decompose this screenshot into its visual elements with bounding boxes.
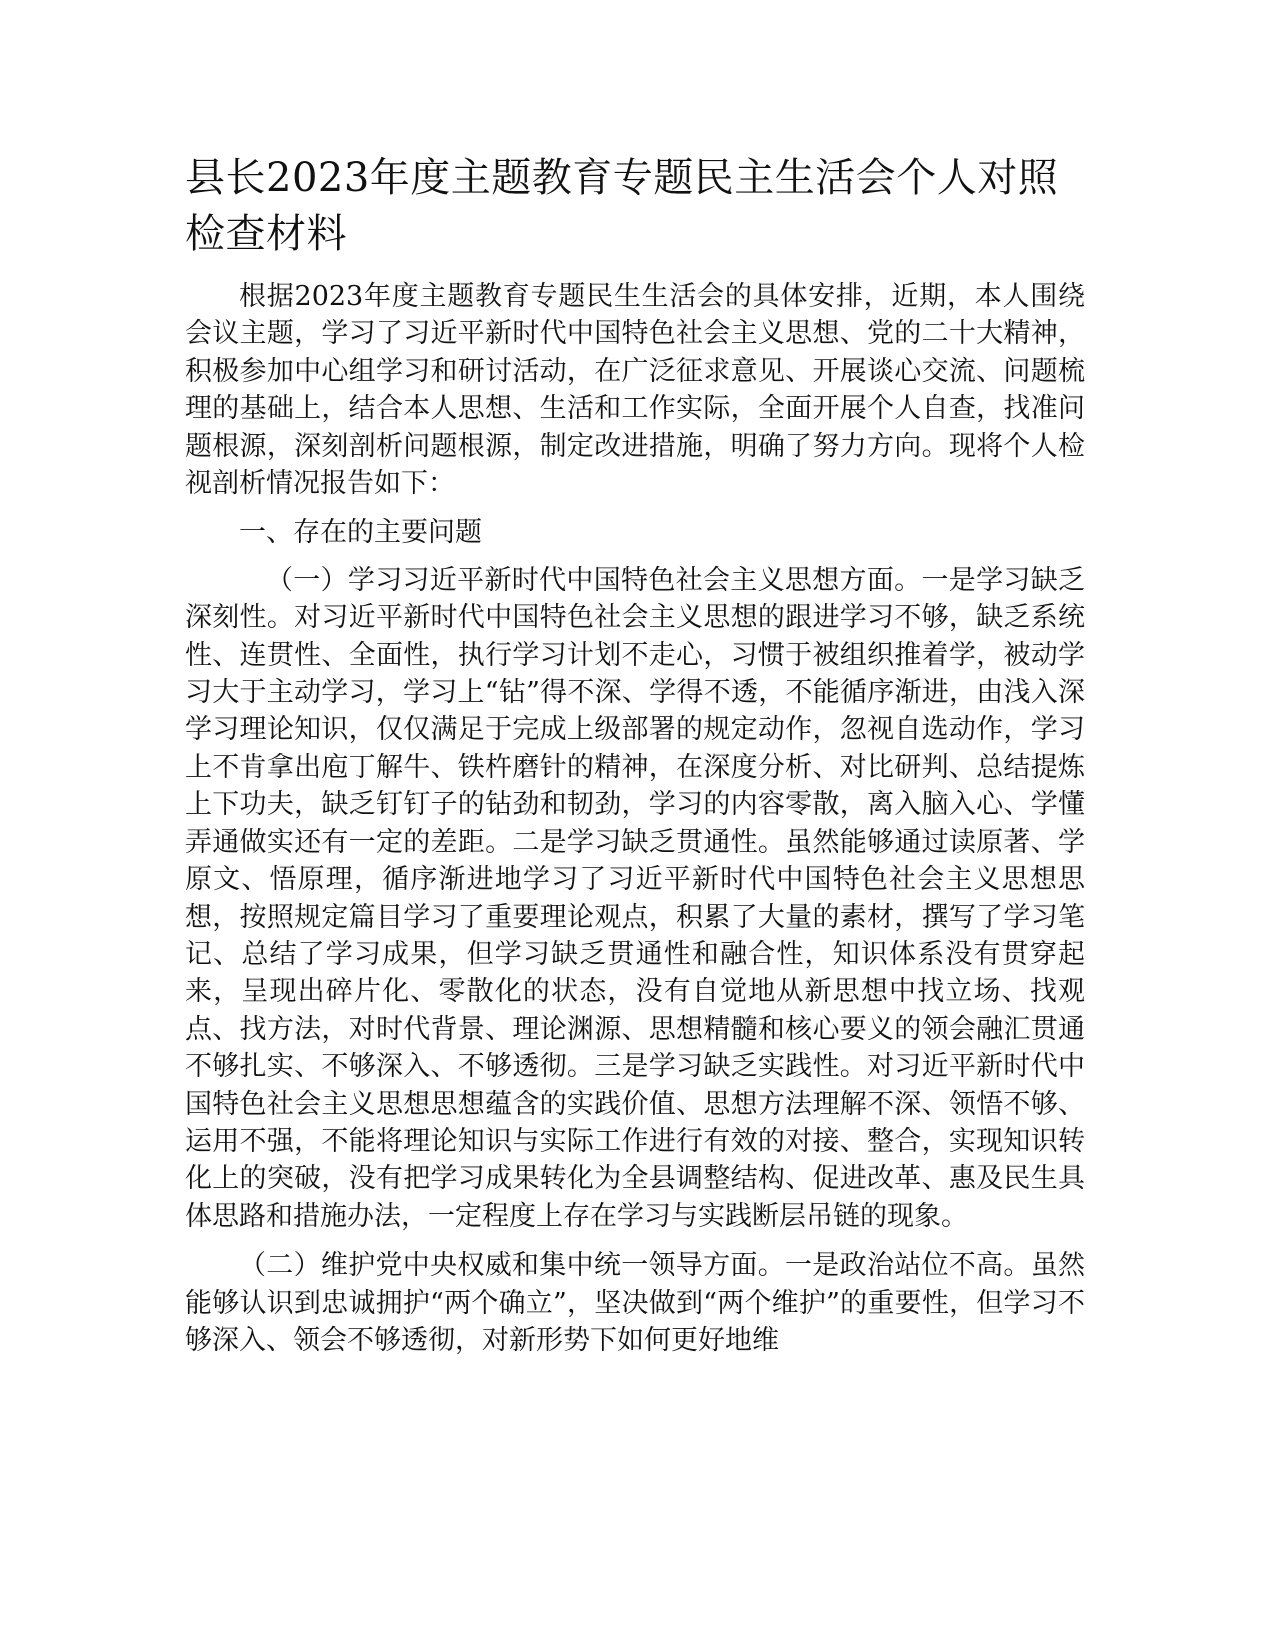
subsection-paragraph-1: （一）学习习近平新时代中国特色社会主义思想方面。一是学习缺乏深刻性。对习近平新时代中国特色社会主义思想的跟进学习不够，缺乏系统性、连贯性、全面性，执行学习计划不走心，习惯于被组织推着学，被动学习大于主动学习，学习上“钻”得不深、学得不透，不能循序渐进，由浅入深学习理论知识，仅仅满足于完成上级部署的规定动作，忽视自选动作，学习上不肯拿出庖丁解牛、铁杵磨针的精神，在深度分析、对比研判、总结提炼上下功夫，缺乏钉钉子的钻劲和韧劲，学习的内容零散，离入脑入心、学懂弄通做实还有一定的差距。二是学习缺乏贯通性。虽然能够通过读原著、学原文、悟原理，循序渐进地学习了习近平新时代中国特色社会主义思想思想，按照规定篇目学习了重要理论观点，积累了大量的素材，撰写了学习笔记、总结了学习成果，但学习缺乏贯通性和融合性，知识体系没有贯穿起来，呈现出碎片化、零散化的状态，没有自觉地从新思想中找立场、找观点、找方法，对时代背景、理论渊源、思想精髓和核心要义的领会融汇贯通不够扎实、不够深入、不够透彻。三是学习缺乏实践性。对习近平新时代中国特色社会主义思想思想蕴含的实践价值、思想方法理解不深、领悟不够、运用不强，不能将理论知识与实际工作进行有效的对接、整合，实现知识转化上的突破，没有把学习成果转化为全县调整结构、促进改革、惠及民生具体思路和措施办法，一定程度上存在学习与实践断层吊链的现象。 bbox=[185, 564, 1085, 1232]
intro-paragraph: 根据2023年度主题教育专题民生生活会的具体安排，近期，本人围绕会议主题，学习了习近平新时代中国特色社会主义思想、党的二十大精神，积极参加中心组学习和研讨活动，在广泛征求意见、开展谈心交流、问题梳理的基础上，结合本人思想、生活和工作实际，全面开展个人自查，找准问题根源，深刻剖析问题根源，制定改进措施，明确了努力方向。现将个人检视剖析情况报告如下： bbox=[185, 281, 1085, 500]
section-heading: 一、存在的主要问题 bbox=[239, 517, 482, 549]
document-body bbox=[185, 278, 1085, 1359]
document-page bbox=[185, 150, 1085, 1371]
document-title: 县长2023年度主题教育专题民主生活会个人对照检查材料 bbox=[185, 155, 1059, 257]
subsection-paragraph-2: （二）维护党中央权威和集中统一领导方面。一是政治站位不高。虽然能够认识到忠诚拥护“两个确立”，坚决做到“两个维护”的重要性，但学习不够深入、领会不够透彻，对新形势下如何更好地维 bbox=[185, 1250, 1085, 1356]
